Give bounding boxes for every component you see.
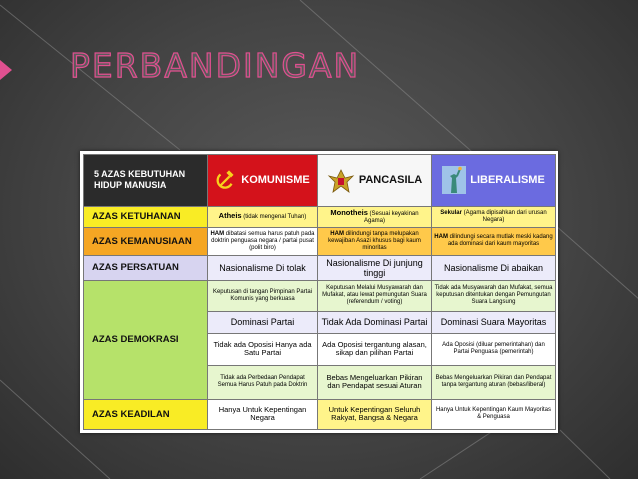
header-criteria: 5 AZAS KEBUTUHAN HIDUP MANUSIA [84, 155, 208, 207]
cell-demokrasi-2-liberalisme: Dominasi Suara Mayoritas [432, 311, 556, 333]
row-ketuhanan [84, 206, 556, 227]
cell-demokrasi-2-komunisme: Dominasi Partai [208, 311, 318, 333]
statue-of-liberty-icon [442, 166, 466, 194]
header-liberalisme [432, 155, 556, 207]
cell-keadilan-liberalisme: Hanya Untuk Kepentingan Kaum Mayoritas & Penguasa [432, 399, 556, 429]
cell-ketuhanan-komunisme: Atheis (tidak mengenal Tuhan) [208, 206, 318, 227]
header-komunisme-label: KOMUNISME [241, 174, 310, 187]
label-kemanusiaan: AZAS KEMANUSIAAN [84, 227, 208, 255]
table-header-row [84, 155, 556, 207]
cell-demokrasi-1-pancasila: Keputusan Melalui Musyawarah dan Mufakat, atau lewat pemungutan Suara (referendum / voting) [318, 280, 432, 311]
row-persatuan [84, 255, 556, 280]
cell-persatuan-komunisme: Nasionalisme Di tolak [208, 255, 318, 280]
cell-demokrasi-3-komunisme: Tidak ada Oposisi Hanya ada Satu Partai [208, 333, 318, 365]
cell-demokrasi-1-komunisme: Keputusan di tangan Pimpinan Partai Komunis yang berkuasa [208, 280, 318, 311]
label-keadilan: AZAS KEADILAN [84, 399, 208, 429]
slide-title: PERBANDINGAN [70, 46, 361, 85]
header-pancasila [318, 155, 432, 207]
cell-demokrasi-4-komunisme: Tidak ada Perbedaan Pendapat Semua Harus Patuh pada Doktrin [208, 366, 318, 400]
cell-demokrasi-4-liberalisme: Bebas Mengeluarkan Pikiran dan Pendapat tanpa tergantung aturan (bebas/liberal) [432, 366, 556, 400]
cell-kemanusiaan-komunisme: HAM dibatasi semua harus patuh pada doktrin penguasa negara / partai pusat (polit biro) [208, 227, 318, 255]
cell-ketuhanan-liberalisme: Sekular (Agama dipisahkan dari urusan Negara) [432, 206, 556, 227]
cell-kemanusiaan-pancasila: HAM dilindungi tanpa melupakan kewajiban Asazi khusus bagi kaum minoritas [318, 227, 432, 255]
cell-demokrasi-4-pancasila: Bebas Mengeluarkan Pikiran dan Pendapat sesuai Aturan [318, 366, 432, 400]
hammer-sickle-icon [215, 169, 237, 191]
label-ketuhanan: AZAS KETUHANAN [84, 206, 208, 227]
slide-bullet-icon [0, 60, 12, 80]
cell-demokrasi-3-liberalisme: Ada Oposisi (diluar pemerintahan) dan Partai Penguasa (pemerintah) [432, 333, 556, 365]
header-liberalisme-label: LIBERALISME [470, 174, 545, 187]
header-pancasila-label: PANCASILA [358, 174, 423, 187]
comparison-table [83, 154, 556, 430]
row-kemanusiaan [84, 227, 556, 255]
cell-kemanusiaan-liberalisme: HAM dilindungi secara mutlak meski kadang ada dominasi dari kaum mayoritas [432, 227, 556, 255]
header-komunisme [208, 155, 318, 207]
row-demokrasi-1 [84, 280, 556, 311]
cell-persatuan-liberalisme: Nasionalisme Di abaikan [432, 255, 556, 280]
label-persatuan: AZAS PERSATUAN [84, 255, 208, 280]
cell-demokrasi-1-liberalisme: Tidak ada Musyawarah dan Mufakat, semua keputusan ditentukan dengan Pemungutan Suara Langsung [432, 280, 556, 311]
comparison-table-image [80, 151, 558, 433]
cell-persatuan-pancasila: Nasionalisme Di junjung tinggi [318, 255, 432, 280]
label-demokrasi: AZAS DEMOKRASI [84, 280, 208, 399]
garuda-emblem-icon [327, 166, 355, 194]
cell-keadilan-pancasila: Untuk Kepentingan Seluruh Rakyat, Bangsa & Negara [318, 399, 432, 429]
row-keadilan [84, 399, 556, 429]
cell-ketuhanan-pancasila: Monotheis (Sesuai keyakinan Agama) [318, 206, 432, 227]
cell-keadilan-komunisme: Hanya Untuk Kepentingan Negara [208, 399, 318, 429]
cell-demokrasi-3-pancasila: Ada Oposisi tergantung alasan, sikap dan pilihan Partai [318, 333, 432, 365]
cell-demokrasi-2-pancasila: Tidak Ada Dominasi Partai [318, 311, 432, 333]
